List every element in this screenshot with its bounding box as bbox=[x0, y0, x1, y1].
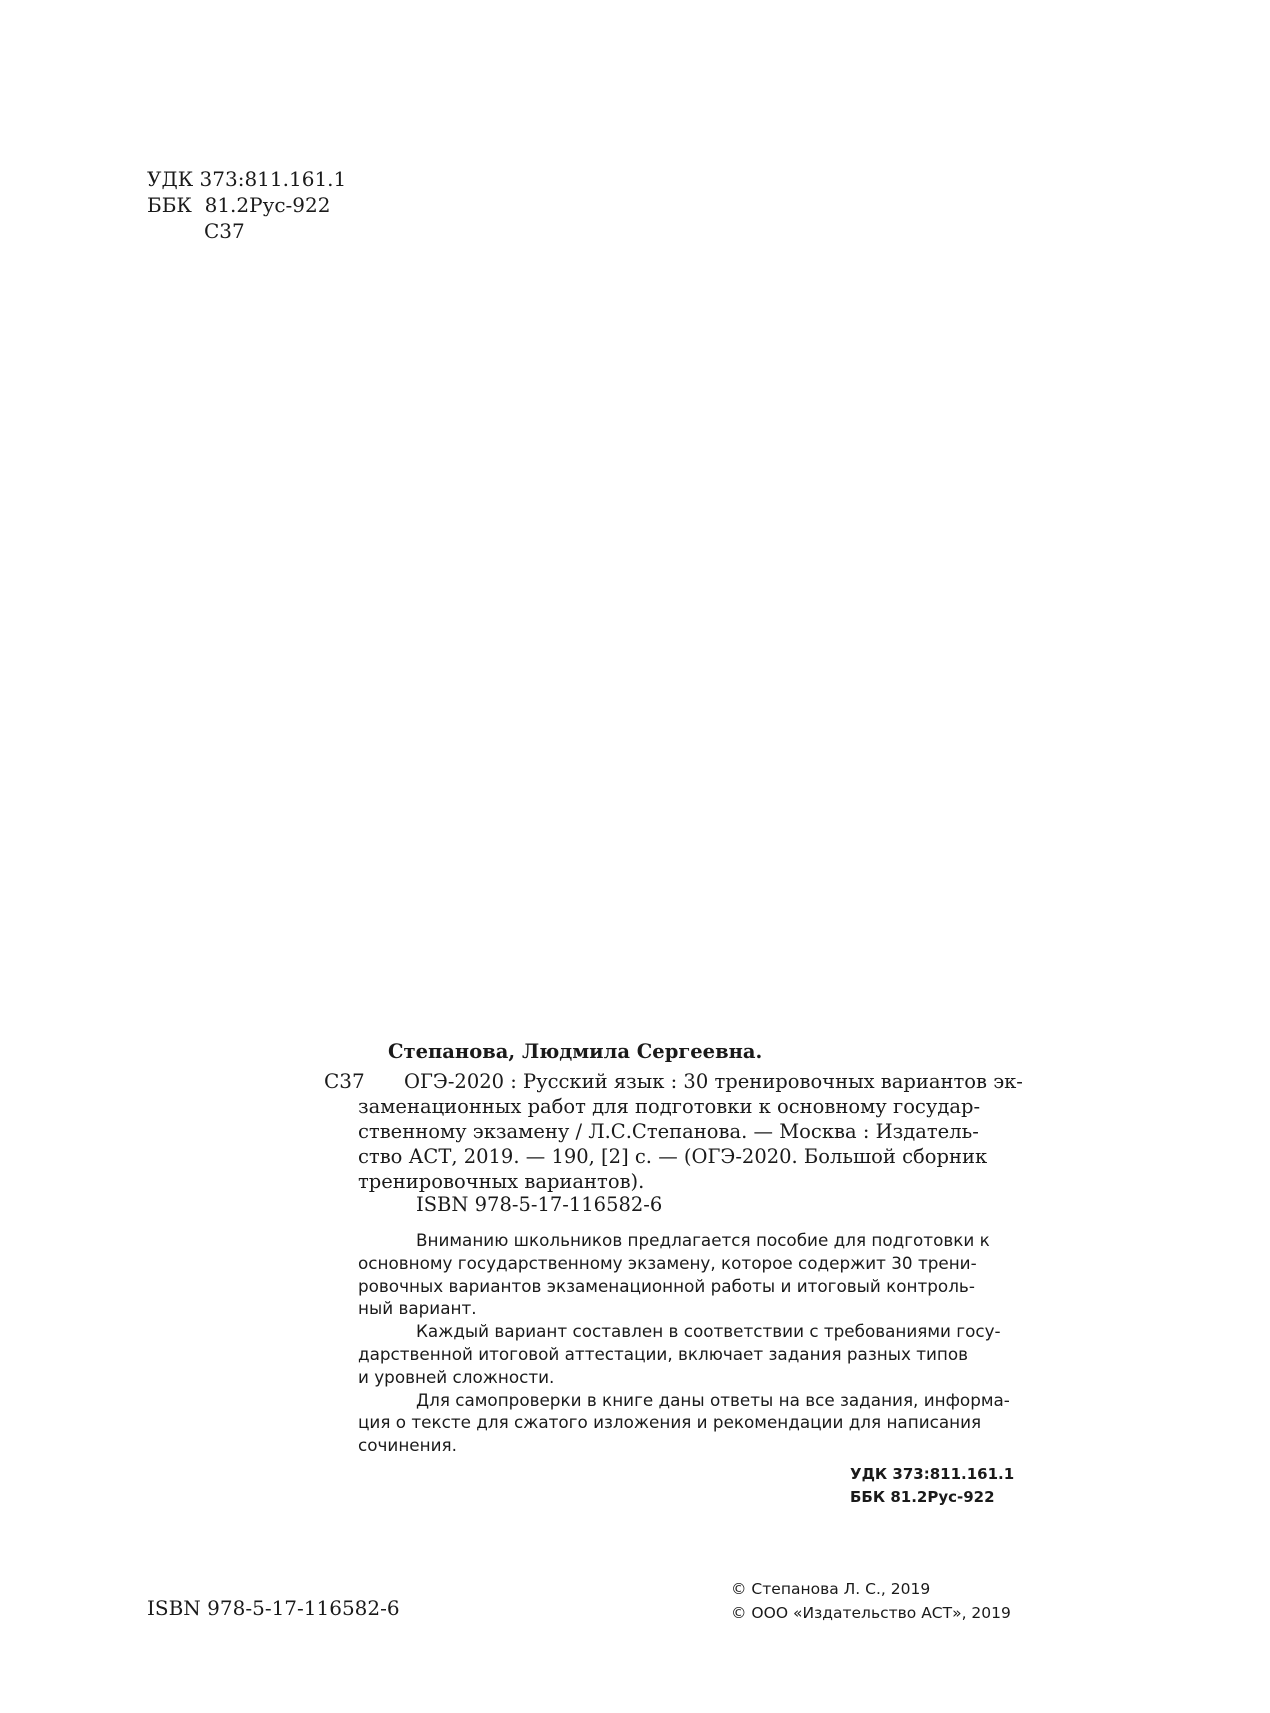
annotation-line: Вниманию школьников предлагается пособие для подготовки к bbox=[416, 1230, 990, 1250]
description-line: ОГЭ-2020 : Русский язык : 30 тренировочных вариантов эк- bbox=[404, 1070, 1023, 1093]
author-name: Степанова, Людмила Сергеевна. bbox=[388, 1040, 763, 1063]
description-line: тренировочных вариантов). bbox=[358, 1170, 645, 1193]
bbk-code: ББК 81.2Рус-922 bbox=[147, 193, 331, 217]
udk-code-bottom: УДК 373:811.161.1 bbox=[850, 1465, 1015, 1483]
annotation-line: Каждый вариант составлен в соответствии с требованиями госу- bbox=[416, 1321, 1001, 1342]
bbk-code-bottom: ББК 81.2Рус-922 bbox=[850, 1488, 995, 1506]
classification-codes-top bbox=[147, 166, 346, 244]
annotation-line: и уровней сложности. bbox=[358, 1366, 555, 1387]
annotation-line: основному государственному экзамену, которое содержит 30 трени- bbox=[358, 1252, 977, 1273]
description-line: ственному экзамену / Л.С.Степанова. — Москва : Издатель- bbox=[358, 1120, 979, 1143]
copyright-publisher: © ООО «Издательство АСТ», 2019 bbox=[731, 1604, 1011, 1622]
copyright-author: © Степанова Л. С., 2019 bbox=[731, 1580, 931, 1598]
isbn-record: ISBN 978-5-17-116582-6 bbox=[416, 1193, 663, 1216]
description-line: ство АСТ, 2019. — 190, [2] с. — (ОГЭ-2020. Большой сборник bbox=[358, 1145, 988, 1168]
isbn-footer: ISBN 978-5-17-116582-6 bbox=[147, 1596, 400, 1620]
annotation-line: ный вариант. bbox=[358, 1298, 477, 1319]
annotation-line: ция о тексте для сжатого изложения и рекомендации для написания bbox=[358, 1412, 982, 1433]
annotation-paragraph bbox=[358, 1320, 1001, 1388]
annotation-line: ровочных вариантов экзаменационной работы и итоговый контроль- bbox=[358, 1275, 975, 1296]
copyright-block bbox=[731, 1577, 1011, 1625]
bibliographic-description bbox=[358, 1069, 1023, 1194]
author-mark-record: С37 bbox=[324, 1069, 365, 1093]
annotation-paragraph bbox=[358, 1389, 1010, 1457]
description-line: заменационных работ для подготовки к основному государ- bbox=[358, 1095, 981, 1118]
classification-codes-bottom bbox=[850, 1463, 1014, 1509]
annotation-line: дарственной итоговой аттестации, включает задания разных типов bbox=[358, 1343, 969, 1364]
annotation-paragraph bbox=[358, 1229, 1001, 1320]
author-mark: С37 bbox=[204, 219, 245, 243]
udk-code: УДК 373:811.161.1 bbox=[147, 167, 347, 191]
annotation-line: Для самопроверки в книге даны ответы на все задания, информа- bbox=[416, 1389, 1010, 1410]
annotation bbox=[358, 1229, 1010, 1457]
annotation-line: сочинения. bbox=[358, 1435, 457, 1456]
